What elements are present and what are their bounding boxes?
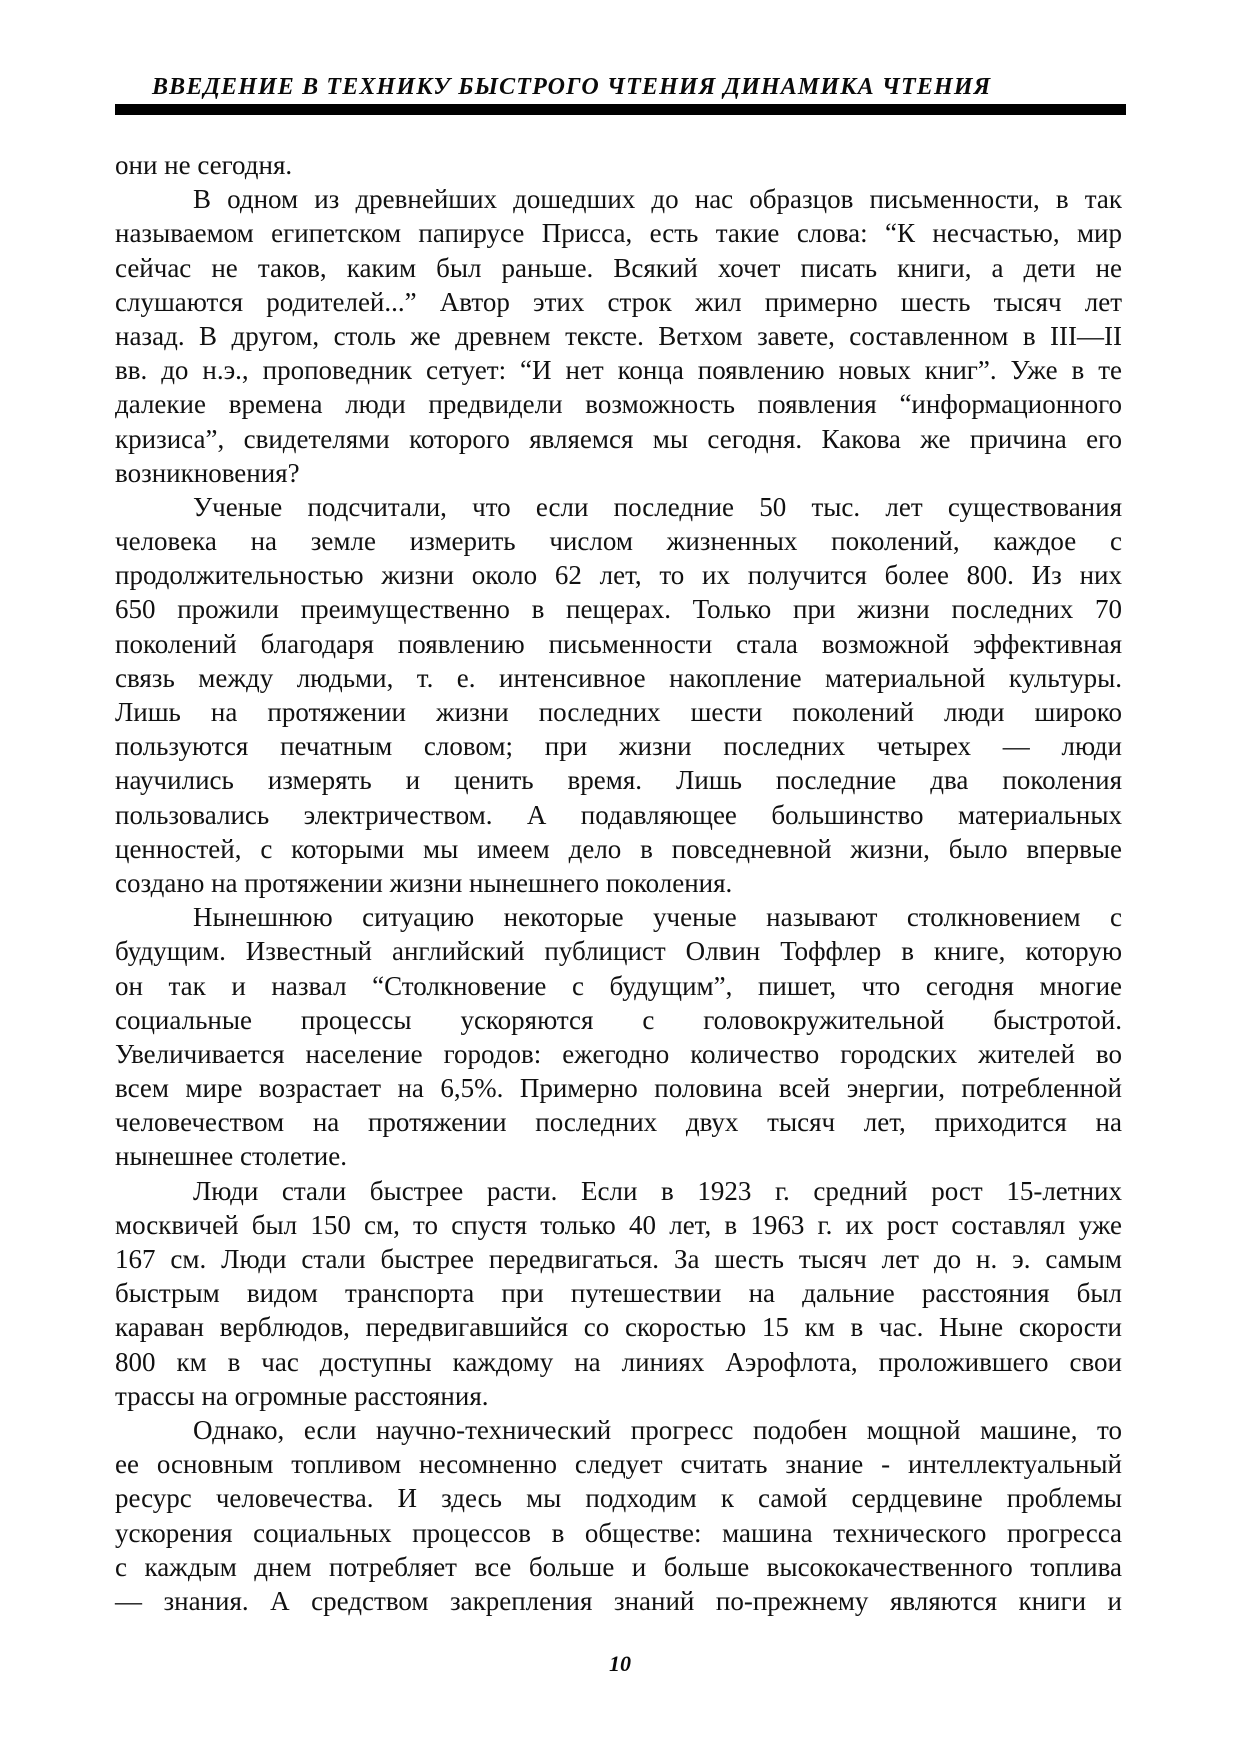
text-line: 650 прожили преимущественно в пещерах. Только при жизни последних 70 bbox=[115, 594, 1122, 625]
text-line: поколений благодаря появлению письменности стала возможной эффективная bbox=[115, 628, 1122, 659]
text-line: ценностей, с которыми мы имеем дело в повседневной жизни, было впервые bbox=[115, 833, 1122, 864]
page-number: 10 bbox=[609, 1651, 631, 1676]
text-line: сейчас не таков, каким был раньше. Всякий хочет писать книги, а дети не bbox=[115, 252, 1122, 283]
text-line: человека на земле измерить числом жизненных поколений, каждое с bbox=[115, 526, 1122, 557]
text-line: они не сегодня. bbox=[115, 150, 293, 180]
text-line: кризиса”, свидетелями которого являемся мы сегодня. Какова же причина его bbox=[115, 423, 1122, 454]
text-line: караван верблюдов, передвигавшийся со скоростью 15 км в час. Ныне скорости bbox=[115, 1312, 1122, 1343]
text-line: всем мире возрастает на 6,5%. Примерно половина всей энергии, потребленной bbox=[115, 1073, 1122, 1104]
text-line: 167 см. Люди стали быстрее передвигаться. За шесть тысяч лет до н. э. самым bbox=[115, 1244, 1122, 1274]
text-line: создано на протяжении жизни нынешнего поколения. bbox=[115, 867, 733, 898]
text-line: ресурс человечества. И здесь мы подходим к самой сердцевине проблемы bbox=[115, 1483, 1122, 1514]
text-line: называемом египетском папирусе Присса, есть такие слова: “К несчастью, мир bbox=[115, 218, 1122, 249]
text-line: Лишь на протяжении жизни последних шести поколений люди широко bbox=[115, 697, 1122, 727]
header-rule bbox=[115, 104, 1126, 115]
text-line: Ученые подсчитали, что если последние 50 тыс. лет существования bbox=[193, 491, 1122, 522]
text-line: Люди стали быстрее расти. Если в 1923 г. средний рост 15-летних bbox=[193, 1175, 1122, 1206]
text-line: далекие времена люди предвидели возможность появления “информационного bbox=[115, 389, 1122, 420]
text-line: будущим. Известный английский публицист Олвин Тоффлер в книге, которую bbox=[115, 936, 1122, 967]
text-line: — знания. А средством закрепления знаний по-прежнему являются книги и bbox=[115, 1585, 1122, 1616]
text-line: пользовались электричеством. А подавляющее большинство материальных bbox=[115, 799, 1122, 830]
text-line: Нынешнюю ситуацию некоторые ученые называют столкновением с bbox=[193, 902, 1122, 933]
text-line: человечеством на протяжении последних двух тысяч лет, приходится на bbox=[115, 1107, 1122, 1138]
text-line: В одном из древнейших дошедших до нас образцов письменности, в так bbox=[193, 184, 1122, 215]
text-line: ускорения социальных процессов в обществе: машина технического прогресса bbox=[115, 1517, 1122, 1548]
text-line: научились измерять и ценить время. Лишь последние два поколения bbox=[115, 765, 1122, 796]
text-line: с каждым днем потребляет все больше и больше высококачественного топлива bbox=[115, 1551, 1122, 1582]
text-line: назад. В другом, столь же древнем тексте. Ветхом завете, составленном в III—II bbox=[115, 320, 1122, 351]
text-line: возникновения? bbox=[115, 457, 300, 488]
text-line: москвичей был 150 см, то спустя только 40 лет, в 1963 г. их рост составлял уже bbox=[115, 1209, 1122, 1240]
text-line: ее основным топливом несомненно следует считать знание - интеллектуальный bbox=[115, 1449, 1122, 1480]
body-text bbox=[115, 148, 1122, 1618]
text-line: Однако, если научно-технический прогресс подобен мощной машине, то bbox=[193, 1414, 1122, 1445]
text-line: быстрым видом транспорта при путешествии на дальние расстояния был bbox=[115, 1278, 1122, 1309]
running-header bbox=[115, 72, 1126, 116]
running-title: ВВЕДЕНИЕ В ТЕХНИКУ БЫСТРОГО ЧТЕНИЯ ДИНАМИКА ЧТЕНИЯ bbox=[152, 74, 992, 100]
text-line: 800 км в час доступны каждому на линиях Аэрофлота, проложившего свои bbox=[115, 1346, 1122, 1377]
text-line: пользуются печатным словом; при жизни последних четырех — люди bbox=[115, 731, 1122, 762]
text-line: трассы на огромные расстояния. bbox=[115, 1380, 489, 1411]
text-line: слушаются родителей...” Автор этих строк жил примерно шесть тысяч лет bbox=[115, 286, 1122, 317]
text-line: вв. до н.э., проповедник сетует: “И нет конца появлению новых книг”. Уже в те bbox=[115, 355, 1122, 386]
text-line: связь между людьми, т. е. интенсивное накопление материальной культуры. bbox=[115, 662, 1122, 693]
text-line: социальные процессы ускоряются с головокружительной быстротой. bbox=[115, 1004, 1122, 1035]
text-line: продолжительностью жизни около 62 лет, то их получится более 800. Из них bbox=[115, 560, 1122, 591]
text-line: нынешнее столетие. bbox=[115, 1141, 347, 1172]
text-line: Увеличивается население городов: ежегодно количество городских жителей во bbox=[115, 1038, 1122, 1069]
text-line: он так и назвал “Столкновение с будущим”, пишет, что сегодня многие bbox=[115, 970, 1122, 1001]
